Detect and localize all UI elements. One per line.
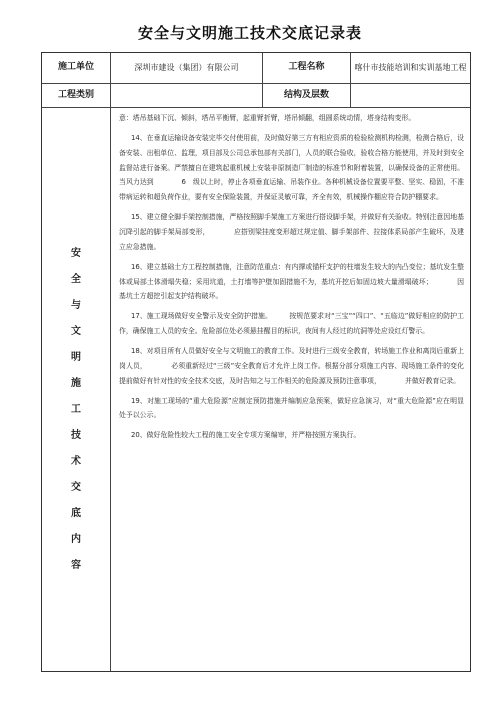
- side-char: 内: [71, 533, 81, 545]
- header-row-2: [42, 84, 470, 108]
- structure-label: 结构及层数: [263, 84, 351, 107]
- content-paragraph: 19、对施工现场的“重大危险源”应制定预防措施并编制应急预案，做好应急演习，对“重大危险源”应在明显处予以公示。: [119, 396, 464, 420]
- content-row: [42, 108, 470, 671]
- side-char: 技: [71, 429, 81, 441]
- unit-label: 施工单位: [42, 53, 111, 83]
- header-row-1: [42, 53, 470, 84]
- unit-value: 深圳市建设（集团）有限公司: [111, 53, 263, 83]
- content-paragraph: 16、建立基础土方工程控制措施，注意防范重点：有内撑或锚杆支护的柱墙发生较大的内凸变位；基坑发生整体或局部土体滑塌失稳；采用坑道，土打墙等护壁加固措施不为，基坑开挖后如固边坡大量滑塌破坏； 因基坑土方超挖引起支护结构破坏。: [119, 262, 464, 301]
- side-char: 施: [71, 377, 81, 389]
- side-label: [42, 108, 111, 671]
- project-value: 喀什市技能培训和实训基地工程: [354, 63, 467, 72]
- content-paragraph: 17、施工现场做好安全警示及安全防护措施。 按规范要求对“三宝”“四口”、“五临边”做好相应的防护工作，确保施工人员的安全。危险部位处必须悬挂醒目的标识，夜间有人经过的坑洞等处应设红灯警示。: [119, 312, 464, 336]
- content-paragraph: 15、建立健全脚手架控制措施，严格按照脚手架施工方案进行搭设脚手架，并做好有关验收。特别注意因地基沉降引起的脚手架局部变形， 应搭别梁挂度变形超过规定值、脚手架部件、拉接体系局部产生破坏，及建立应急措施。: [119, 213, 464, 251]
- type-value: [111, 84, 263, 107]
- side-char: 全: [71, 273, 81, 285]
- side-char: 交: [71, 481, 81, 493]
- side-char: 安: [71, 247, 81, 259]
- content-body: [111, 108, 470, 671]
- page-title: 安全与文明施工技术交底记录表: [137, 24, 362, 42]
- side-char: 术: [71, 455, 81, 467]
- structure-value: [351, 84, 470, 107]
- side-char: 容: [71, 559, 81, 571]
- content-paragraph: 20、做好危险性较大工程的施工安全专项方案编审，并严格按照方案执行。: [131, 431, 361, 440]
- side-char: 文: [71, 325, 81, 337]
- content-paragraph: 18、对项目所有人员做好安全与文明施工的教育工作。及时进行三级安全教育，转场施工作业和离岗后重新上岗人员， 必须重新经过“三级”安全教育后才允许上岗工作。根据分部分项施工内容、现场施工条件的变化提前做好有针对性的安全技术交底，及时告知之与工作相关的危险源及预防注意事项， 并做好教育记录。: [119, 347, 464, 385]
- type-label: 工程类别: [42, 84, 111, 107]
- disclosure-table: [41, 52, 471, 672]
- side-char: 与: [71, 299, 81, 311]
- content-paragraph: 14、在垂直运输设备安装完毕交付使用前，及时做好第三方有相应资质的检验检测机构检测，检测合格后，设备安装、出租单位、监理，项目部及公司总承包部有关部门，人员的联合验收，验收合格方能使用，并及时到安全监督站进行备案。严禁擅自在建筑起重机械上安装非原制造厂制造的标准节和附着装置，以确保设备的正常使用。当风力达到 6 级以上时，停止各项垂直运输、吊装作业。各种机械设备位置要平整、坚实、稳固，不准带病运转和超负荷作业，要有安全保险装置，并保证灵敏可靠，齐全有效，机械操作棚应符合防护棚要求。: [119, 133, 464, 202]
- project-label: 工程名称: [263, 53, 351, 83]
- side-char: 底: [71, 507, 81, 519]
- side-char: 工: [71, 403, 81, 415]
- side-char: 明: [71, 351, 81, 363]
- content-paragraph: 意：塔吊基础下沉、倾斜，塔吊平衡臂，起重臂折臂，塔吊倾翻，组圆系统动情，塔身结构变形。: [119, 114, 416, 122]
